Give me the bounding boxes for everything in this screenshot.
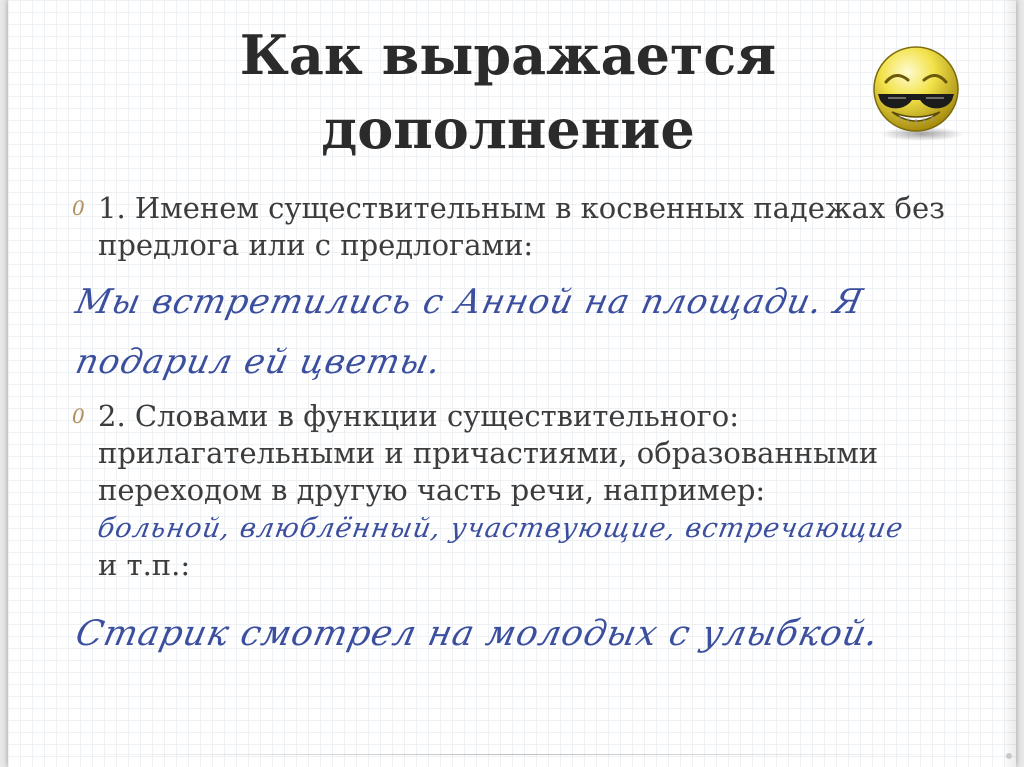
smiley-sunglasses-icon <box>866 42 970 142</box>
point-1-text: 1. Именем существительным в косвенных падежах без предлогa или с предлогами: <box>98 191 945 262</box>
point-2-text <box>95 398 922 584</box>
example-2: Старик смотрел на молодых с улыбкой. <box>72 614 883 654</box>
bullet-marker: 0 <box>72 196 85 220</box>
point-2-body: 2. Словами в функции существительного: прилагательными и причастиями, образованными переходом в другую часть речи, например: <box>98 399 879 507</box>
example-1-line-2: подарил ей цветы. <box>72 342 446 382</box>
point-2-tail: и т.п.: <box>98 548 191 582</box>
point-2-examples: больной, влюблённый, участвующие, встречающие <box>95 513 907 544</box>
example-1-line-1: Мы встретились с Анной на площади. Я <box>72 282 867 322</box>
slide-bottom-divider <box>38 754 986 755</box>
slide <box>8 0 1016 767</box>
slide-title <box>188 18 828 166</box>
slide-edge-shadow <box>1002 0 1016 767</box>
title-line-2: дополнение <box>321 97 695 161</box>
title-line-1: Как выражается <box>239 23 777 87</box>
bullet-point-2 <box>72 398 922 584</box>
bullet-point-1 <box>72 190 972 264</box>
corner-dot <box>1006 753 1012 759</box>
bullet-marker-2: 0 <box>72 404 85 428</box>
